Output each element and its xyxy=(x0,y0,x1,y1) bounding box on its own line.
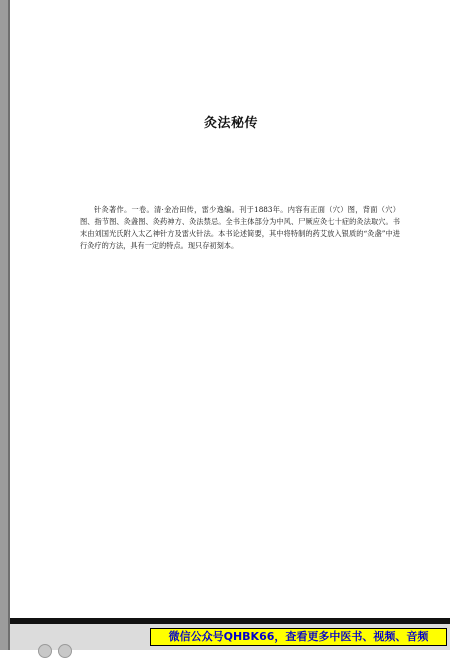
nav-circle-icon[interactable] xyxy=(38,644,52,658)
viewer-left-border-line xyxy=(8,0,10,650)
body-paragraph: 针灸著作。一卷。清·金冶田传，雷少逸编。刊于1883年。内容有正面（穴）图，背面（穴）图、指节图、灸盏图、灸药神方、灸法禁忌。全书主体部分为中风、尸厥应灸七十症的灸法取穴。书末由刘国光氏附入太乙神针方及雷火针法。本书论述简要，其中将特制的药艾放入银质的“灸盏”中进行灸疗的方法，具有一定的特点。现只存初刻本。 xyxy=(80,205,400,250)
nav-circle-icon[interactable] xyxy=(58,644,72,658)
page-title: 灸法秘传 xyxy=(203,116,258,131)
watermark-banner: 微信公众号QHBK66，查看更多中医书、视频、音频 xyxy=(150,628,447,646)
document-page xyxy=(12,0,450,618)
viewer-left-border xyxy=(0,0,10,650)
